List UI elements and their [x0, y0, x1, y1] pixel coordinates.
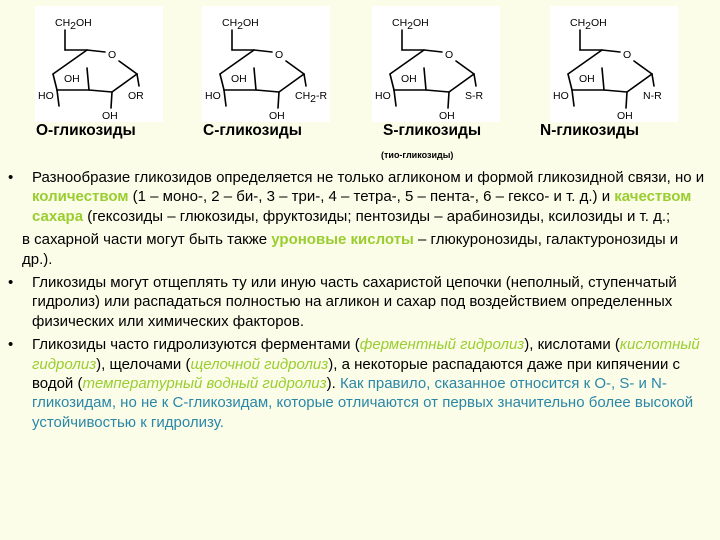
- bond: [456, 61, 474, 74]
- bond: [390, 74, 394, 90]
- highlight-sugar-quality: качеством сахара: [32, 188, 692, 225]
- text: Гликозиды часто гидролизуются ферментами (: [32, 336, 360, 354]
- term-enzymatic-hydrolysis: ферментный гидролиз: [359, 336, 525, 354]
- caption-row: [0, 122, 720, 166]
- paragraph-hydrolysis-partial: [8, 273, 708, 331]
- label-c-glycosides: C-гликозиды: [203, 122, 302, 139]
- ch2oh-group: CH2OH: [222, 17, 259, 32]
- substituent-group: N-R: [643, 90, 662, 102]
- bond: [254, 68, 256, 90]
- bond: [53, 74, 57, 90]
- bond: [626, 92, 627, 108]
- bullet-marker: •: [8, 169, 14, 186]
- bond: [286, 61, 304, 74]
- label-s-glycosides: S-гликозиды: [383, 122, 482, 139]
- text: (1 – моно-, 2 – би-, 3 – три-, 4 – тетра-, 5 – пента-, 6 – гексо- и т. д.) и: [128, 188, 615, 206]
- oh-group: OH: [64, 73, 80, 85]
- oh-group: OH: [401, 73, 417, 85]
- ring-oxygen: O: [623, 49, 632, 61]
- bond: [424, 50, 442, 52]
- ring-bonds: [568, 30, 654, 108]
- bond: [304, 74, 306, 86]
- bond: [53, 50, 87, 74]
- bond: [224, 90, 226, 106]
- bond: [652, 74, 654, 86]
- label-n-glycosides: N-гликозиды: [540, 122, 639, 139]
- ch2oh-group: CH2OH: [55, 17, 92, 32]
- ch2oh-group: CH2OH: [570, 17, 607, 32]
- ho-group: HO: [38, 90, 54, 102]
- text: ).: [326, 375, 340, 393]
- bullet-marker: •: [8, 274, 14, 292]
- ring-oxygen: O: [275, 49, 284, 61]
- ho-group: HO: [205, 90, 221, 102]
- text-content: [8, 168, 708, 436]
- bond: [602, 68, 604, 90]
- substituent-group: S-R: [465, 90, 484, 102]
- ho-group: HO: [375, 90, 391, 102]
- bond: [220, 74, 224, 90]
- structure-o-glycoside: [35, 6, 163, 122]
- oh-group-bottom: OH: [269, 110, 285, 122]
- substituent-group: OR: [128, 90, 144, 102]
- bond: [254, 50, 272, 52]
- paragraph-diversity: [8, 168, 708, 226]
- term-alkaline-hydrolysis: щелочной гидролиз: [190, 355, 329, 373]
- oh-group-bottom: OH: [102, 110, 118, 122]
- structure-s-glycoside: [372, 6, 500, 122]
- bond: [111, 92, 112, 108]
- bond: [426, 90, 449, 92]
- text: ), кислотами (: [524, 336, 620, 354]
- label-thio-glycosides: (тио-гликозиды): [381, 150, 454, 160]
- text: ), а некоторые распадаются даже при кипячении с водой (: [32, 355, 680, 393]
- bond: [394, 90, 396, 106]
- bond: [278, 92, 279, 108]
- ring-oxygen: O: [445, 49, 454, 61]
- ring-bonds: [390, 30, 476, 108]
- term-acid-hydrolysis: кислотный гидролиз: [32, 336, 700, 373]
- ho-group: HO: [553, 90, 569, 102]
- ring-oxygen: O: [108, 49, 117, 61]
- structures-row: [0, 0, 720, 125]
- highlight-quantity: количеством: [32, 188, 129, 206]
- bond: [390, 50, 424, 74]
- term-thermal-water-hydrolysis: температурный водный гидролиз: [82, 375, 327, 393]
- ring-bonds: [53, 30, 139, 108]
- bond: [57, 90, 59, 106]
- structural-formula-o-glycoside: [35, 6, 163, 122]
- note-stability: Как правило, сказанное относится к O-, S- и N-гликозидам, но не к C-гликозидам, которые отличаются от первых значительно более высокой устойчивостью к гидролизу.: [32, 375, 694, 431]
- text: Гликозиды могут отщеплять ту или иную часть сахаристой цепочки (неполный, ступенчатый гидролиз) или распадаться полностью на агликон и сахар под воздействием определенных физических или химических факторов.: [32, 274, 677, 330]
- bond: [602, 50, 620, 52]
- bond: [572, 90, 574, 106]
- bond: [568, 74, 572, 90]
- bond: [220, 50, 254, 74]
- bond: [256, 90, 279, 92]
- ring-bonds: [220, 30, 306, 108]
- bond: [87, 68, 89, 90]
- structural-formula-s-glycoside: [372, 6, 500, 122]
- bond: [474, 74, 476, 86]
- paragraph-uronic-acids: [8, 230, 708, 269]
- oh-group-bottom: OH: [439, 110, 455, 122]
- structural-formula-n-glycoside: [550, 6, 678, 122]
- text: ), щелочами (: [96, 355, 191, 373]
- structure-n-glycoside: [550, 6, 678, 122]
- bond: [137, 74, 139, 86]
- text: (гексозиды – глюкозиды, фруктозиды; пентозиды – арабинозиды, ксилозиды и т. д.;: [83, 207, 671, 225]
- substituent-group: CH2-R: [295, 90, 328, 105]
- bond: [634, 61, 652, 74]
- structure-c-glycoside: [202, 6, 330, 122]
- bond: [119, 61, 137, 74]
- bullet-marker: •: [8, 336, 14, 354]
- paragraph-hydrolysis-types: [8, 335, 708, 432]
- bond: [568, 50, 602, 74]
- bond: [87, 50, 105, 52]
- bond: [89, 90, 112, 92]
- bond: [424, 68, 426, 90]
- text: – глюкуронозиды, галактуронозиды и др.).: [22, 231, 679, 268]
- text: в сахарной части могут быть также: [22, 231, 272, 249]
- ch2oh-group: CH2OH: [392, 17, 429, 32]
- bond: [604, 90, 627, 92]
- highlight-uronic-acids: уроновые кислоты: [271, 231, 414, 249]
- label-o-glycosides: O-гликозиды: [36, 122, 136, 139]
- bond: [448, 92, 449, 108]
- structural-formula-c-glycoside: [202, 6, 330, 122]
- oh-group: OH: [231, 73, 247, 85]
- oh-group: OH: [579, 73, 595, 85]
- text: Разнообразие гликозидов определяется не только агликоном и формой гликозидной связи, но и: [32, 169, 705, 186]
- oh-group-bottom: OH: [617, 110, 633, 122]
